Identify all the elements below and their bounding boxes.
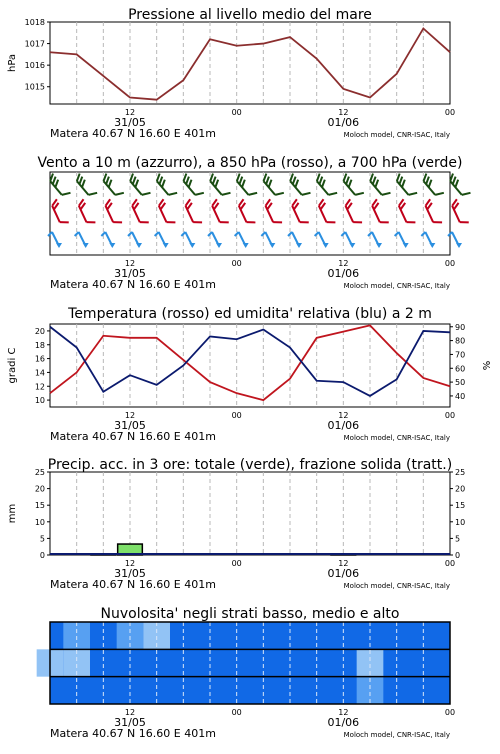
time-tick-label: 00: [232, 108, 242, 117]
model-credit: Moloch model, CNR-ISAC, Italy: [344, 282, 450, 290]
time-tick-label: 12: [125, 559, 135, 568]
wind-barb: [131, 199, 149, 226]
wind-barb: [74, 173, 97, 198]
date-label: 01/06: [327, 567, 359, 580]
wind-barb: [48, 173, 71, 198]
wind-barb: [448, 173, 471, 198]
y2-tick-label: 20: [455, 485, 465, 494]
temperature-line: [50, 325, 450, 400]
location-label: Matera 40.67 N 16.60 E 401m: [50, 578, 216, 591]
pressure-panel: [7, 7, 455, 140]
wind-barb: [424, 199, 442, 226]
time-tick-label: 12: [125, 108, 135, 117]
wind-barb: [51, 199, 69, 226]
date-label: 31/05: [114, 419, 146, 432]
clouds-title: Nuvolosita' negli strati basso, medio e alto: [101, 606, 400, 622]
time-tick-label: 00: [232, 411, 242, 420]
temp_rh-panel: [7, 306, 493, 443]
precip-frame: [50, 472, 450, 555]
date-label: 31/05: [114, 567, 146, 580]
wind-barb: [421, 173, 444, 198]
time-tick-label: 00: [445, 108, 455, 117]
wind-barb: [157, 199, 175, 226]
y-axis-label: gradi C: [7, 348, 18, 384]
wind-barb: [154, 173, 177, 198]
time-tick-label: 00: [232, 259, 242, 268]
time-tick-label: 00: [445, 259, 455, 268]
wind-barb: [128, 173, 151, 198]
y-tick-label: 20: [35, 485, 45, 494]
model-credit: Moloch model, CNR-ISAC, Italy: [344, 131, 450, 139]
wind-barb: [288, 173, 311, 198]
y-tick-label: 1017: [25, 40, 45, 49]
y-tick-label: 12: [35, 382, 45, 391]
wind-barb: [104, 199, 122, 226]
pressure-line: [50, 28, 450, 99]
precip-panel: [7, 457, 465, 591]
y2-tick-label: 0: [455, 551, 460, 560]
date-label: 01/06: [327, 419, 359, 432]
y2-tick-label: 50: [455, 378, 465, 387]
wind-barb: [397, 199, 415, 226]
y2-tick-label: 25: [455, 468, 465, 477]
wind-barb: [184, 199, 202, 226]
time-tick-label: 12: [125, 708, 135, 717]
time-tick-label: 00: [232, 559, 242, 568]
y-tick-label: 16: [35, 355, 45, 364]
wind-barb: [291, 199, 309, 226]
model-credit: Moloch model, CNR-ISAC, Italy: [344, 434, 450, 442]
y-axis-label: hPa: [7, 54, 18, 72]
wind-barb: [77, 199, 95, 226]
time-tick-label: 12: [338, 708, 348, 717]
y-tick-label: 1016: [25, 61, 45, 70]
time-tick-label: 00: [445, 708, 455, 717]
date-label: 01/06: [327, 716, 359, 729]
y2-tick-label: 60: [455, 364, 465, 373]
location-label: Matera 40.67 N 16.60 E 401m: [50, 127, 216, 140]
wind-barb: [208, 173, 231, 198]
location-label: Matera 40.67 N 16.60 E 401m: [50, 727, 216, 740]
wind-barb: [234, 173, 257, 198]
y2-axis-label: %: [482, 361, 493, 371]
wind-barb: [261, 173, 284, 198]
time-tick-label: 12: [338, 559, 348, 568]
model-credit: Moloch model, CNR-ISAC, Italy: [344, 582, 450, 590]
wind-barb: [341, 173, 364, 198]
model-credit: Moloch model, CNR-ISAC, Italy: [344, 731, 450, 739]
y-tick-label: 14: [35, 368, 45, 377]
y-tick-label: 10: [35, 396, 45, 405]
wind-barb: [181, 173, 204, 198]
y-axis-label: mm: [7, 504, 18, 523]
wind-barb: [368, 173, 391, 198]
date-label: 31/05: [114, 116, 146, 129]
y2-tick-label: 40: [455, 392, 465, 401]
date-label: 31/05: [114, 267, 146, 280]
y2-tick-label: 5: [455, 534, 460, 543]
time-tick-label: 12: [338, 108, 348, 117]
y-tick-label: 10: [35, 518, 45, 527]
y-tick-label: 1018: [25, 18, 45, 27]
y-tick-label: 15: [35, 501, 45, 510]
date-label: 01/06: [327, 116, 359, 129]
location-label: Matera 40.67 N 16.60 E 401m: [50, 430, 216, 443]
wind-barb: [314, 173, 337, 198]
y2-tick-label: 80: [455, 337, 465, 346]
y-tick-label: 25: [35, 468, 45, 477]
y-tick-label: 20: [35, 327, 45, 336]
wind-barb: [451, 199, 469, 226]
precip-title: Precip. acc. in 3 ore: totale (verde), frazione solida (tratt.): [48, 457, 452, 473]
temp-rh-title: Temperatura (rosso) ed umidita' relativa (blu) a 2 m: [67, 306, 432, 322]
pressure-frame: [50, 22, 450, 104]
wind-barb: [237, 199, 255, 226]
y-tick-label: 1015: [25, 83, 45, 92]
time-tick-label: 12: [338, 411, 348, 420]
wind-panel: [37, 155, 470, 291]
cloud-background: [50, 622, 450, 704]
y2-tick-label: 70: [455, 350, 465, 359]
time-tick-label: 12: [338, 259, 348, 268]
wind-barb: [211, 199, 229, 226]
date-label: 01/06: [327, 267, 359, 280]
y-tick-label: 5: [40, 534, 45, 543]
y-tick-label: 18: [35, 341, 45, 350]
wind-barb: [317, 199, 335, 226]
y2-tick-label: 15: [455, 501, 465, 510]
wind-title: Vento a 10 m (azzurro), a 850 hPa (rosso), a 700 hPa (verde): [37, 155, 462, 171]
date-label: 31/05: [114, 716, 146, 729]
time-tick-label: 00: [445, 411, 455, 420]
wind-barb: [371, 199, 389, 226]
y-tick-label: 0: [40, 551, 45, 560]
wind-barb: [344, 199, 362, 226]
wind-barb: [264, 199, 282, 226]
time-tick-label: 12: [125, 259, 135, 268]
clouds-panel: [37, 606, 455, 740]
y2-tick-label: 10: [455, 518, 465, 527]
wind-barb: [394, 173, 417, 198]
y2-tick-label: 90: [455, 323, 465, 332]
location-label: Matera 40.67 N 16.60 E 401m: [50, 278, 216, 291]
pressure-title: Pressione al livello medio del mare: [128, 7, 372, 23]
time-tick-label: 00: [232, 708, 242, 717]
time-tick-label: 12: [125, 411, 135, 420]
time-tick-label: 00: [445, 559, 455, 568]
wind-barb: [101, 173, 124, 198]
